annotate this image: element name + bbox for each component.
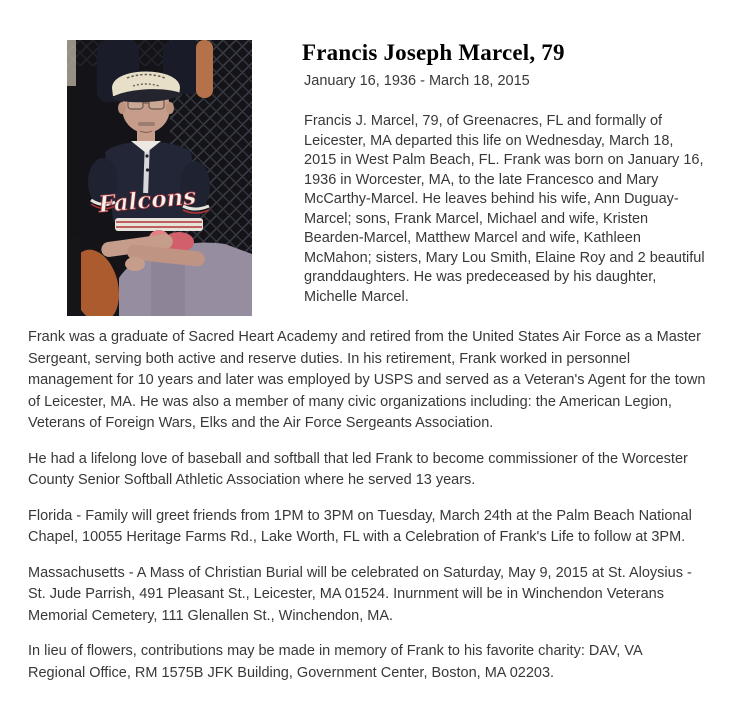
jersey-waistband <box>115 218 203 231</box>
mustache <box>138 122 155 126</box>
portrait-photo-art <box>67 40 252 316</box>
ear <box>118 102 126 114</box>
shadow-left <box>67 236 81 316</box>
hand <box>125 257 145 271</box>
obituary-paragraph: Frank was a graduate of Sacred Heart Academy and retired from the United States Air Force as a Master Sergeant, serving both active and reserve duties. In his retirement, Frank worked in personnel management for 10 years and later was employed by USPS and served as a Veteran's Agent for the town of Leicester, MA. He was also a member of many civic organizations including: the American Legion, Veterans of Foreign Wars, Elks and the Air Force Sergeants Association. <box>28 329 706 431</box>
ear <box>166 102 174 114</box>
obituary-body <box>28 327 734 698</box>
falcons-jersey-text: Falcons <box>97 182 198 219</box>
obituary-paragraph: In lieu of flowers, contributions may be made in memory of Frank to his favorite charity: DAV, VA Regional Office, RM 1575B JFK Building, Government Center, Boston, MA 02203. <box>28 643 643 681</box>
obituary-paragraph: Massachusetts - A Mass of Christian Burial will be celebrated on Saturday, May 9, 2015 at St. Aloysius - St. Jude Parrish, 491 Pleasant St., Leicester, MA 01524. Inurnment will be in Winchendon Veterans Memorial Cemetery, 111 Glenallen St., Winchendon, MA. <box>28 564 692 624</box>
portrait-photo <box>67 40 252 316</box>
obituary-intro-paragraph: Francis J. Marcel, 79, of Greenacres, FL and formally of Leicester, MA departed this life on Wednesday, March 18, 2015 in West Palm Beach, FL. Frank was born on January 16, 1936 in Worcester, MA, to the late Francesco and Mary McCarthy-Marcel. He leaves behind his wife, Ann Duguay- Marcel; sons, Frank Marcel, Michael and wife, Kristen Bearden-Marcel, Matthew Marcel and wife, Kathleen McMahon; sisters, Mary Lou Smith, Elaine Roy and 2 beautiful granddaughters. He was predeceased by his daughter, Michelle Marcel. <box>304 113 705 305</box>
obituary-paragraph: He had a lifelong love of baseball and softball that led Frank to become commissioner of the Worcester County Senior Softball Athletic Association where he served 13 years. <box>28 450 688 488</box>
header-block <box>302 40 738 307</box>
jersey-button <box>146 168 149 171</box>
background-shirt-fragment <box>67 40 76 86</box>
obituary-dates: January 16, 1936 - March 18, 2015 <box>304 73 530 89</box>
background-arm <box>196 40 213 98</box>
obituary-title: Francis Joseph Marcel, 79 <box>302 40 565 65</box>
obituary-paragraph: Florida - Family will greet friends from 1PM to 3PM on Tuesday, March 24th at the Palm Beach National Chapel, 10055 Heritage Farms Rd., Lake Worth, FL with a Celebration of Frank's Life to follow at 3PM. <box>28 507 692 545</box>
chain-link-fence-top <box>67 40 252 66</box>
jersey-button <box>145 154 148 157</box>
